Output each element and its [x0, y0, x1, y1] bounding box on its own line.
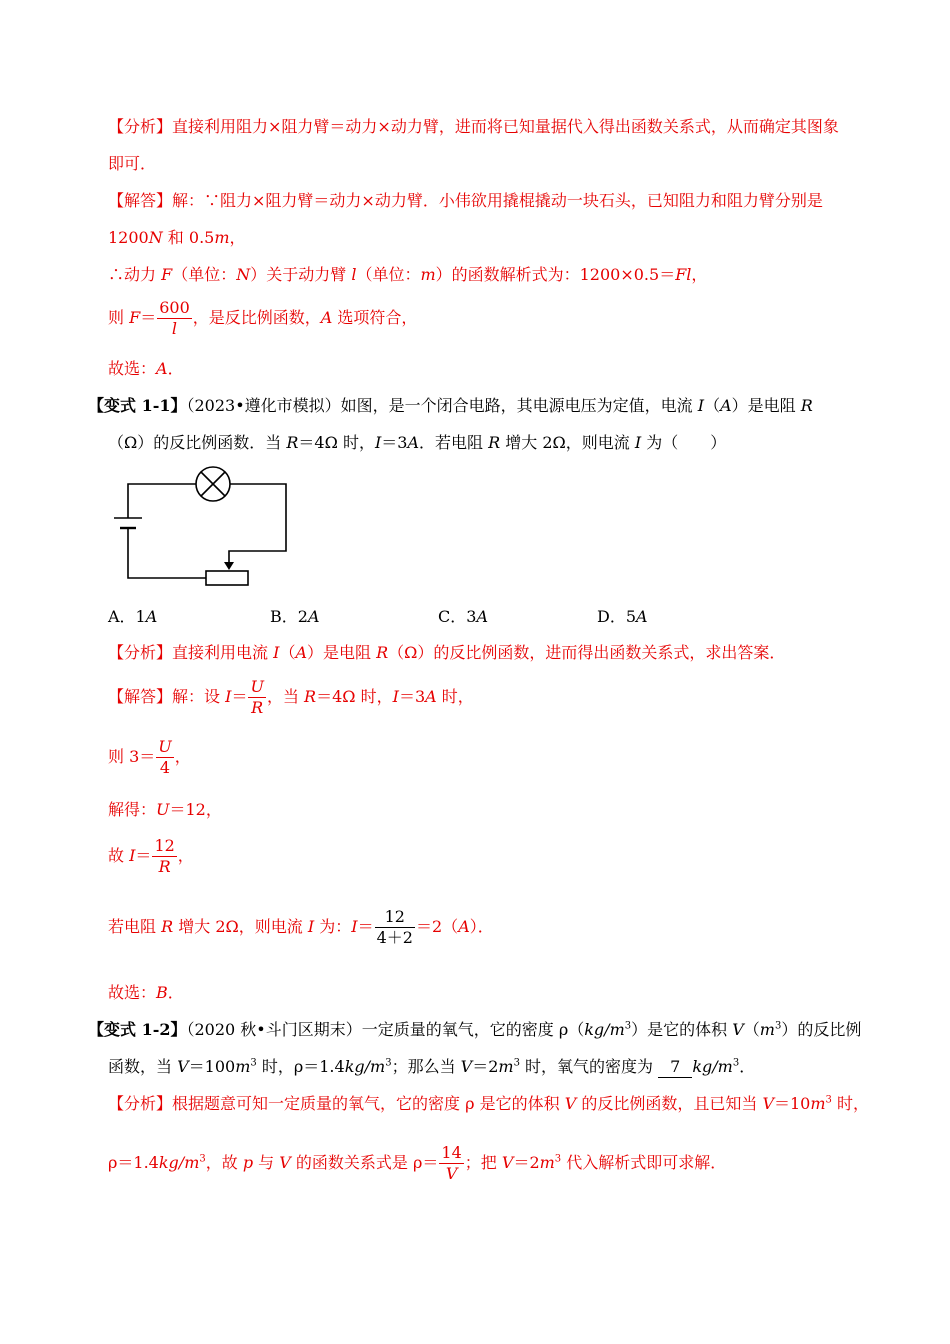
- text: ）的函数解析式为：1200×0.5＝: [435, 265, 676, 284]
- text: 选项符合，: [332, 308, 418, 327]
- text: （: [743, 1020, 760, 1039]
- rheostat-icon: [206, 571, 248, 585]
- denominator: [248, 698, 265, 718]
- denominator: [157, 319, 192, 339]
- text: 为（ ）: [641, 433, 727, 452]
- question-1-2-line-1: [88, 1019, 861, 1041]
- var: I: [129, 846, 136, 865]
- var: m: [214, 228, 230, 247]
- var: A: [636, 607, 648, 626]
- analysis-tag: 【分析】: [108, 1094, 173, 1113]
- unit: kg/m: [158, 1153, 200, 1172]
- var: I: [697, 396, 705, 415]
- analysis-tag: 【分析】: [108, 117, 173, 136]
- text: ＝10: [774, 1094, 811, 1113]
- var: F: [161, 265, 173, 284]
- wire-right: [229, 484, 286, 562]
- text: 时，ρ＝1.4: [256, 1057, 345, 1076]
- unit: m: [810, 1094, 826, 1113]
- var: A: [307, 607, 320, 626]
- text: ．: [167, 983, 184, 1002]
- text: ，: [174, 747, 191, 766]
- text: ，是反比例函数，: [192, 308, 321, 327]
- fraction: [375, 907, 415, 948]
- text: ＝4Ω 时，: [316, 687, 393, 706]
- numerator: [156, 737, 173, 758]
- var: V: [445, 1164, 458, 1183]
- denominator: 4: [159, 758, 171, 777]
- text: ＝: [357, 917, 374, 936]
- text: ＝3: [381, 433, 408, 452]
- superscript: 3: [774, 1020, 782, 1032]
- text: 时，氧气的密度为: [519, 1057, 659, 1076]
- text: ＝4Ω 时，: [298, 433, 375, 452]
- var: V: [501, 1153, 514, 1172]
- q11-answer-5: [108, 907, 494, 948]
- var: R: [376, 643, 389, 662]
- text: ∴动力: [108, 265, 162, 284]
- text: 解：设: [172, 687, 226, 706]
- answer-line-4: [108, 298, 417, 339]
- var: l: [171, 319, 178, 338]
- var: V: [279, 1153, 291, 1172]
- text: （: [704, 396, 721, 415]
- var: I: [392, 687, 399, 706]
- answer-blank[interactable]: 7: [658, 1057, 692, 1078]
- unit: m: [235, 1057, 251, 1076]
- var: U: [158, 737, 172, 756]
- var: I: [273, 643, 280, 662]
- text: ）是电阻: [307, 643, 377, 662]
- circuit-diagram: [100, 462, 300, 592]
- analysis-line-1: [108, 116, 839, 138]
- text: 为：: [314, 917, 352, 936]
- text: ＝3: [398, 687, 426, 706]
- question-tag: 【变式 1-1】: [88, 396, 187, 415]
- text: ，: [229, 228, 246, 247]
- text: 时，: [436, 687, 474, 706]
- question-tag: 【变式 1-2】: [88, 1020, 187, 1039]
- numerator: [248, 677, 265, 698]
- option-label: B．2: [270, 607, 308, 626]
- text: （2020 秋•斗门区期末）一定质量的氧气，它的密度 ρ（: [186, 1020, 585, 1039]
- text: （单位：: [172, 265, 237, 284]
- fraction: [156, 737, 173, 778]
- var: A: [407, 433, 420, 452]
- option-a[interactable]: [108, 606, 157, 628]
- var: A: [145, 607, 158, 626]
- text: 函数，当: [108, 1057, 178, 1076]
- wire-bottom-left: [128, 528, 206, 578]
- answer-line-2: [108, 227, 246, 249]
- wire-top-left: [128, 484, 196, 518]
- text: （Ω）的反比例函数．当: [108, 433, 287, 452]
- var: Fl: [675, 265, 692, 284]
- unit: kg/m: [584, 1020, 625, 1039]
- superscript: 3: [825, 1094, 832, 1106]
- option-d[interactable]: [597, 606, 648, 628]
- var: I: [634, 433, 642, 452]
- var: R: [286, 433, 299, 452]
- numerator: 600: [159, 298, 190, 317]
- var: A: [425, 687, 437, 706]
- var: N: [236, 265, 251, 284]
- text: ．: [167, 359, 184, 378]
- unit: m: [539, 1153, 555, 1172]
- question-1-1-line-1: [88, 395, 813, 417]
- text: ＝100: [188, 1057, 236, 1076]
- text: （: [279, 643, 296, 662]
- text: ；那么当: [391, 1057, 461, 1076]
- text: ；把: [464, 1153, 502, 1172]
- q12-analysis-1: [108, 1093, 869, 1115]
- text: ，: [177, 846, 194, 865]
- text: 时，: [831, 1094, 870, 1113]
- text: ，当: [266, 687, 305, 706]
- q12-analysis-2: [108, 1143, 726, 1184]
- text: 直接利用电流: [172, 643, 274, 662]
- var: V: [460, 1057, 473, 1076]
- text: 解得：: [108, 800, 157, 819]
- text: ，: [691, 265, 708, 284]
- text: ＝: [140, 308, 157, 327]
- var: A: [295, 643, 308, 662]
- text: ）是它的体积: [631, 1020, 733, 1039]
- unit: kg/m: [344, 1057, 386, 1076]
- slider-arrow-icon: [224, 562, 234, 570]
- unit: m: [759, 1020, 775, 1039]
- denominator: [152, 857, 176, 877]
- text: 则: [108, 308, 130, 327]
- unit: kg/m: [692, 1057, 733, 1076]
- var: V: [177, 1057, 189, 1076]
- superscript: 3: [385, 1057, 392, 1069]
- var: I: [307, 917, 315, 936]
- option-label: D．5: [597, 607, 637, 626]
- var: I: [374, 433, 382, 452]
- var: R: [304, 687, 317, 706]
- var: N: [148, 228, 163, 247]
- var: V: [762, 1094, 774, 1113]
- superscript: 3: [513, 1057, 520, 1069]
- question-1-2-line-2: [108, 1056, 755, 1078]
- answer-tag: 【解答】: [108, 191, 173, 210]
- var: I: [225, 687, 232, 706]
- text: ．若电阻: [419, 433, 489, 452]
- text: 故选：: [108, 359, 157, 378]
- var: B: [156, 983, 168, 1002]
- superscript: 3: [732, 1057, 740, 1069]
- text: 故: [108, 846, 130, 865]
- analysis-text: 直接利用阻力×阻力臂＝动力×动力臂，进而将已知量据代入得出函数关系式，从而确定其图象: [172, 117, 839, 136]
- option-c[interactable]: [438, 606, 488, 628]
- text: 与: [253, 1153, 280, 1172]
- text: 增大 2Ω，则电流: [173, 917, 308, 936]
- var: A: [476, 607, 488, 626]
- text: （2023•遵化市模拟）如图，是一个闭合电路，其电源电压为定值，电流: [186, 396, 698, 415]
- text: 代入解析式即可求解．: [561, 1153, 727, 1172]
- text: 和 0.5: [162, 228, 215, 247]
- var: A: [156, 359, 168, 378]
- answer-tag: 【解答】: [108, 687, 173, 706]
- text: 增大 2Ω，则电流: [500, 433, 635, 452]
- q11-answer-4: [108, 836, 194, 877]
- text: 根据题意可知一定质量的氧气，它的密度 ρ 是它的体积: [172, 1094, 565, 1113]
- var: I: [351, 917, 358, 936]
- var: A: [320, 308, 333, 327]
- var: R: [158, 857, 171, 876]
- fraction: [439, 1143, 463, 1184]
- var: m: [420, 265, 436, 284]
- denominator: [439, 1164, 463, 1184]
- numerator: 12: [375, 907, 415, 928]
- answer-text: 解：∵阻力×阻力臂＝动力×动力臂．小伟欲用撬棍撬动一块石头，已知阻力和阻力臂分别是: [172, 191, 823, 210]
- text: 1200: [108, 228, 149, 247]
- var: A: [458, 917, 470, 936]
- text: （Ω）的反比例函数，进而得出函数关系式，求出答案．: [388, 643, 786, 662]
- text: ．: [739, 1057, 756, 1076]
- var: R: [488, 433, 501, 452]
- q11-answer-3: [108, 799, 222, 821]
- text: ＝2（: [416, 917, 459, 936]
- text: ＝2: [472, 1057, 499, 1076]
- text: 的反比例函数，且已知当: [576, 1094, 763, 1113]
- var: F: [129, 308, 141, 327]
- text: ）．: [469, 917, 494, 936]
- var: l: [351, 265, 357, 284]
- superscript: 3: [624, 1020, 632, 1032]
- text: ，故: [205, 1153, 243, 1172]
- superscript: 3: [250, 1057, 257, 1069]
- q11-choose: [108, 982, 184, 1004]
- text: 则 3＝: [108, 747, 156, 766]
- text: （单位：: [356, 265, 421, 284]
- analysis-text: 即可．: [108, 154, 157, 173]
- var: A: [720, 396, 732, 415]
- var: R: [161, 917, 174, 936]
- text: ＝12，: [169, 800, 222, 819]
- text: ）是电阻: [731, 396, 801, 415]
- var: V: [564, 1094, 577, 1113]
- text: ＝2: [513, 1153, 540, 1172]
- answer-line-1: [108, 190, 823, 212]
- q11-analysis: [108, 642, 785, 664]
- q11-answer-1: [108, 677, 474, 718]
- q11-answer-2: [108, 737, 191, 778]
- var: U: [156, 800, 170, 819]
- analysis-tag: 【分析】: [108, 643, 173, 662]
- var: R: [251, 698, 264, 717]
- option-label: C．3: [438, 607, 477, 626]
- option-label: A．1: [108, 607, 146, 626]
- var: V: [732, 1020, 744, 1039]
- text: ＝: [231, 687, 248, 706]
- answer-line-3: [108, 264, 707, 286]
- var: R: [800, 396, 813, 415]
- text: ρ＝1.4: [108, 1153, 159, 1172]
- numerator: 12: [154, 836, 175, 855]
- var: U: [250, 677, 264, 696]
- fraction: [152, 836, 176, 877]
- text: ＝: [135, 846, 152, 865]
- text: ）关于动力臂: [250, 265, 352, 284]
- choose-line: [108, 358, 184, 380]
- numerator: 14: [441, 1143, 462, 1162]
- text: 的函数关系式是 ρ＝: [290, 1153, 439, 1172]
- fraction: [248, 677, 265, 718]
- text: 故选：: [108, 983, 157, 1002]
- superscript: 3: [554, 1153, 562, 1165]
- unit: m: [498, 1057, 514, 1076]
- text: ）的反比例: [781, 1020, 862, 1039]
- option-b[interactable]: [270, 606, 320, 628]
- var: p: [242, 1153, 254, 1172]
- question-1-1-line-2: [108, 432, 726, 454]
- denominator: 4＋2: [376, 928, 413, 947]
- fraction: [157, 298, 192, 339]
- analysis-line-2: [108, 153, 156, 175]
- text: 若电阻: [108, 917, 162, 936]
- superscript: 3: [199, 1153, 206, 1165]
